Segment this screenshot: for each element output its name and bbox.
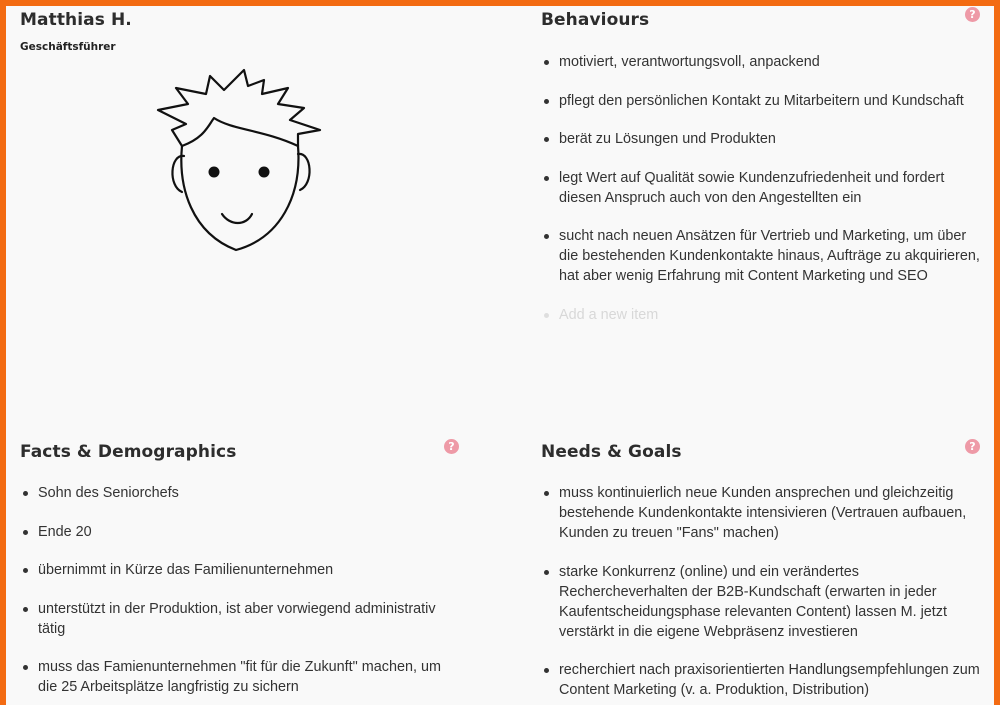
persona-name[interactable]: Matthias H.: [20, 10, 132, 30]
list-item[interactable]: muss das Famienunternehmen "fit für die Zukunft" machen, um die 25 Arbeitsplätze langfristig zu sichern: [20, 657, 460, 697]
list-item[interactable]: berät zu Lösungen und Produkten: [541, 129, 986, 149]
add-item-input[interactable]: Add a new item: [541, 305, 986, 325]
list-item[interactable]: muss kontinuierlich neue Kunden ansprechen und gleichzeitig bestehende Kundenkontakte intensivieren (Vertrauen aufbauen, Kunden zu treuen "Fans" machen): [541, 483, 986, 543]
list-item[interactable]: starke Konkurrenz (online) und ein verändertes Rechercheverhalten der B2B-Kundschaft (erwarten in jeder Kaufentscheidungsphase relevanten Content) lassen M. jetzt verstärkt in die eigene Webpräsenz investieren: [541, 562, 986, 642]
list-item[interactable]: unterstützt in der Produktion, ist aber vorwiegend administrativ tätig: [20, 599, 460, 639]
list-item[interactable]: legt Wert auf Qualität sowie Kundenzufriedenheit und fordert diesen Anspruch auch von den Angestellten ein: [541, 168, 986, 208]
needs-panel: [541, 442, 986, 705]
persona-canvas: [6, 6, 994, 705]
needs-list: [541, 483, 986, 700]
needs-help-icon[interactable]: ?: [965, 439, 980, 454]
list-item[interactable]: Ende 20: [20, 522, 460, 542]
list-item[interactable]: übernimmt in Kürze das Familienunternehmen: [20, 560, 460, 580]
behaviours-title[interactable]: Behaviours: [541, 10, 650, 30]
list-item[interactable]: Sohn des Seniorchefs: [20, 483, 460, 503]
facts-help-icon[interactable]: ?: [444, 439, 459, 454]
cartoon-face-icon[interactable]: [152, 68, 332, 258]
behaviours-list: [541, 52, 986, 325]
list-item[interactable]: motiviert, verantwortungsvoll, anpackend: [541, 52, 986, 72]
facts-title[interactable]: Facts & Demographics: [20, 442, 237, 462]
persona-role[interactable]: Geschäftsführer: [20, 41, 116, 53]
left-eye-icon: [209, 167, 220, 178]
behaviours-panel: [541, 10, 986, 370]
list-item[interactable]: recherchiert nach praxisorientierten Handlungsempfehlungen zum Content Marketing (v. a. Produktion, Distribution): [541, 660, 986, 700]
needs-title[interactable]: Needs & Goals: [541, 442, 682, 462]
facts-panel: [20, 442, 460, 705]
list-item[interactable]: pflegt den persönlichen Kontakt zu Mitarbeitern und Kundschaft: [541, 91, 986, 111]
facts-list: [20, 483, 460, 697]
right-eye-icon: [259, 167, 270, 178]
list-item[interactable]: sucht nach neuen Ansätzen für Vertrieb und Marketing, um über die bestehenden Kundenkontakte hinaus, Aufträge zu akquirieren, hat aber wenig Erfahrung mit Content Marketing und SEO: [541, 226, 986, 286]
profile-panel: [20, 10, 460, 310]
behaviours-help-icon[interactable]: ?: [965, 7, 980, 22]
